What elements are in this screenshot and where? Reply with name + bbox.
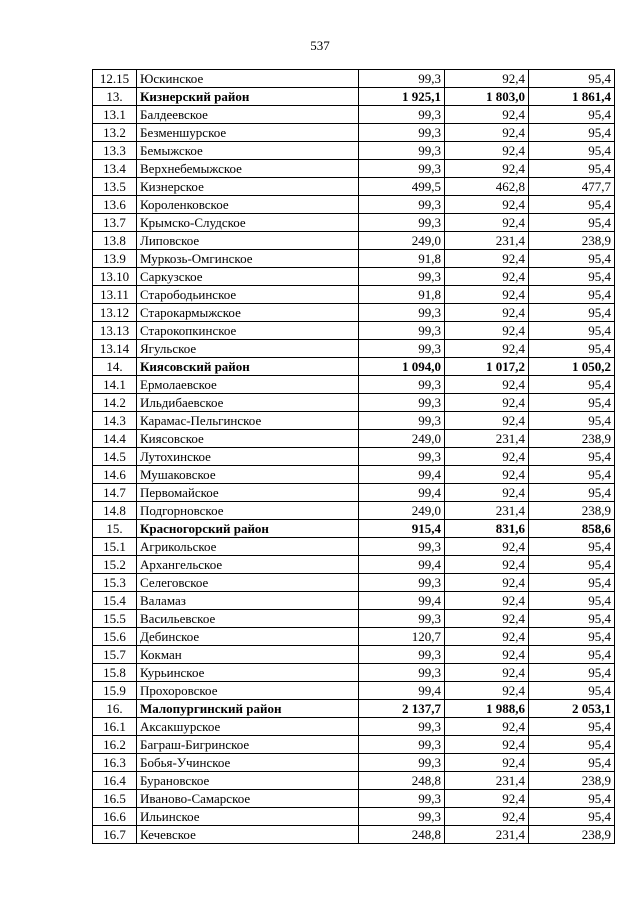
row-value-2: 462,8 (445, 178, 529, 196)
row-number: 12.15 (93, 70, 137, 88)
row-value-1: 249,0 (359, 232, 445, 250)
row-value-1: 99,4 (359, 556, 445, 574)
row-value-3: 95,4 (529, 628, 615, 646)
row-name: Муркозь-Омгинское (137, 250, 359, 268)
row-value-1: 1 094,0 (359, 358, 445, 376)
table-row (93, 808, 615, 826)
table-row (93, 430, 615, 448)
table-row (93, 70, 615, 88)
row-name: Кизнерское (137, 178, 359, 196)
row-name: Красногорский район (137, 520, 359, 538)
row-value-1: 99,4 (359, 592, 445, 610)
row-value-1: 99,4 (359, 682, 445, 700)
row-number: 16.1 (93, 718, 137, 736)
row-value-1: 99,3 (359, 322, 445, 340)
row-value-3: 95,4 (529, 754, 615, 772)
table-row (93, 232, 615, 250)
row-name: Кечевское (137, 826, 359, 844)
row-value-3: 95,4 (529, 466, 615, 484)
row-name: Короленковское (137, 196, 359, 214)
row-number: 15. (93, 520, 137, 538)
row-number: 13.13 (93, 322, 137, 340)
row-value-3: 1 861,4 (529, 88, 615, 106)
table-row (93, 196, 615, 214)
budget-table (92, 69, 615, 844)
row-name: Киясовское (137, 430, 359, 448)
row-value-3: 238,9 (529, 232, 615, 250)
row-value-1: 99,4 (359, 484, 445, 502)
row-value-3: 95,4 (529, 682, 615, 700)
row-number: 13.12 (93, 304, 137, 322)
table-row (93, 214, 615, 232)
row-value-2: 92,4 (445, 538, 529, 556)
district-row (93, 358, 615, 376)
row-value-3: 95,4 (529, 808, 615, 826)
row-number: 15.6 (93, 628, 137, 646)
row-number: 13.9 (93, 250, 137, 268)
row-value-3: 95,4 (529, 394, 615, 412)
row-name: Крымско-Слудское (137, 214, 359, 232)
row-value-1: 99,3 (359, 214, 445, 232)
row-value-3: 238,9 (529, 430, 615, 448)
row-number: 13. (93, 88, 137, 106)
row-value-3: 95,4 (529, 160, 615, 178)
row-value-2: 92,4 (445, 322, 529, 340)
row-value-3: 95,4 (529, 556, 615, 574)
table-row (93, 484, 615, 502)
row-value-2: 92,4 (445, 376, 529, 394)
row-value-2: 92,4 (445, 718, 529, 736)
table-row (93, 538, 615, 556)
row-value-2: 1 803,0 (445, 88, 529, 106)
row-value-1: 1 925,1 (359, 88, 445, 106)
row-value-1: 99,3 (359, 412, 445, 430)
row-number: 14.5 (93, 448, 137, 466)
table-row (93, 718, 615, 736)
row-number: 15.8 (93, 664, 137, 682)
row-name: Кизнерский район (137, 88, 359, 106)
row-value-1: 99,3 (359, 664, 445, 682)
row-value-2: 92,4 (445, 268, 529, 286)
row-number: 13.8 (93, 232, 137, 250)
row-name: Ягульское (137, 340, 359, 358)
row-value-1: 99,3 (359, 304, 445, 322)
row-number: 16.3 (93, 754, 137, 772)
table-row (93, 826, 615, 844)
row-name: Архангельское (137, 556, 359, 574)
row-number: 15.7 (93, 646, 137, 664)
row-value-1: 99,4 (359, 466, 445, 484)
row-value-2: 92,4 (445, 466, 529, 484)
row-value-1: 99,3 (359, 268, 445, 286)
table-row (93, 376, 615, 394)
row-value-1: 915,4 (359, 520, 445, 538)
row-value-2: 1 988,6 (445, 700, 529, 718)
row-value-1: 99,3 (359, 736, 445, 754)
row-name: Кокман (137, 646, 359, 664)
row-value-3: 95,4 (529, 574, 615, 592)
row-value-1: 99,3 (359, 142, 445, 160)
row-number: 14.3 (93, 412, 137, 430)
row-number: 13.10 (93, 268, 137, 286)
row-name: Валамаз (137, 592, 359, 610)
row-value-2: 92,4 (445, 808, 529, 826)
row-number: 14.1 (93, 376, 137, 394)
row-number: 16.7 (93, 826, 137, 844)
row-value-3: 95,4 (529, 340, 615, 358)
row-value-1: 99,3 (359, 790, 445, 808)
row-value-1: 249,0 (359, 430, 445, 448)
row-value-2: 92,4 (445, 304, 529, 322)
row-value-3: 238,9 (529, 772, 615, 790)
row-value-3: 95,4 (529, 250, 615, 268)
district-row (93, 700, 615, 718)
row-value-1: 99,3 (359, 106, 445, 124)
row-name: Саркузское (137, 268, 359, 286)
row-value-3: 95,4 (529, 538, 615, 556)
row-name: Прохоровское (137, 682, 359, 700)
row-number: 16.4 (93, 772, 137, 790)
row-value-3: 95,4 (529, 484, 615, 502)
row-value-2: 92,4 (445, 610, 529, 628)
row-number: 15.1 (93, 538, 137, 556)
table-row (93, 304, 615, 322)
row-number: 14.7 (93, 484, 137, 502)
row-value-2: 92,4 (445, 628, 529, 646)
row-number: 16. (93, 700, 137, 718)
district-row (93, 520, 615, 538)
table-row (93, 556, 615, 574)
district-row (93, 88, 615, 106)
row-number: 13.11 (93, 286, 137, 304)
row-value-3: 95,4 (529, 106, 615, 124)
row-name: Старокопкинское (137, 322, 359, 340)
row-name: Юскинское (137, 70, 359, 88)
row-number: 14.6 (93, 466, 137, 484)
table-body (93, 70, 615, 844)
row-name: Старокармыжское (137, 304, 359, 322)
row-value-3: 95,4 (529, 718, 615, 736)
row-name: Ермолаевское (137, 376, 359, 394)
row-value-2: 92,4 (445, 142, 529, 160)
row-value-1: 99,3 (359, 448, 445, 466)
row-value-1: 99,3 (359, 754, 445, 772)
row-value-3: 95,4 (529, 214, 615, 232)
table-row (93, 142, 615, 160)
row-name: Подгорновское (137, 502, 359, 520)
row-value-2: 92,4 (445, 646, 529, 664)
table-row (93, 124, 615, 142)
row-number: 13.14 (93, 340, 137, 358)
row-name: Баграш-Бигринское (137, 736, 359, 754)
row-value-2: 92,4 (445, 412, 529, 430)
table-row (93, 322, 615, 340)
row-value-3: 858,6 (529, 520, 615, 538)
row-value-1: 99,3 (359, 718, 445, 736)
row-value-2: 92,4 (445, 214, 529, 232)
row-value-2: 92,4 (445, 664, 529, 682)
row-number: 15.3 (93, 574, 137, 592)
row-name: Бурановское (137, 772, 359, 790)
row-value-2: 231,4 (445, 772, 529, 790)
row-number: 13.6 (93, 196, 137, 214)
table-row (93, 628, 615, 646)
row-value-3: 95,4 (529, 448, 615, 466)
table-row (93, 736, 615, 754)
row-value-2: 92,4 (445, 340, 529, 358)
row-value-1: 248,8 (359, 772, 445, 790)
row-name: Безменшурское (137, 124, 359, 142)
row-name: Киясовский район (137, 358, 359, 376)
row-value-2: 92,4 (445, 556, 529, 574)
row-value-1: 99,3 (359, 70, 445, 88)
row-name: Липовское (137, 232, 359, 250)
table-row (93, 394, 615, 412)
row-value-2: 231,4 (445, 430, 529, 448)
row-value-3: 95,4 (529, 376, 615, 394)
row-value-2: 92,4 (445, 484, 529, 502)
row-value-3: 95,4 (529, 304, 615, 322)
table-row (93, 646, 615, 664)
row-value-3: 95,4 (529, 142, 615, 160)
row-value-1: 99,3 (359, 610, 445, 628)
row-value-1: 99,3 (359, 376, 445, 394)
table-row (93, 160, 615, 178)
row-name: Мушаковское (137, 466, 359, 484)
table-row (93, 286, 615, 304)
row-value-2: 92,4 (445, 286, 529, 304)
row-value-2: 92,4 (445, 736, 529, 754)
row-value-3: 95,4 (529, 646, 615, 664)
row-name: Аксакшурское (137, 718, 359, 736)
table-row (93, 466, 615, 484)
row-value-1: 248,8 (359, 826, 445, 844)
row-value-2: 231,4 (445, 826, 529, 844)
row-value-1: 99,3 (359, 808, 445, 826)
row-value-1: 249,0 (359, 502, 445, 520)
row-name: Дебинское (137, 628, 359, 646)
row-value-3: 2 053,1 (529, 700, 615, 718)
table-row (93, 178, 615, 196)
row-value-2: 92,4 (445, 70, 529, 88)
row-value-3: 95,4 (529, 268, 615, 286)
page-number: 537 (310, 38, 330, 53)
row-name: Ильинское (137, 808, 359, 826)
row-name: Агрикольское (137, 538, 359, 556)
row-number: 14.2 (93, 394, 137, 412)
row-value-1: 91,8 (359, 250, 445, 268)
row-value-2: 92,4 (445, 124, 529, 142)
table-row (93, 772, 615, 790)
row-name: Бемыжское (137, 142, 359, 160)
row-value-3: 95,4 (529, 592, 615, 610)
row-number: 16.6 (93, 808, 137, 826)
row-value-2: 92,4 (445, 754, 529, 772)
row-name: Первомайское (137, 484, 359, 502)
table-row (93, 502, 615, 520)
row-number: 13.4 (93, 160, 137, 178)
row-value-2: 92,4 (445, 250, 529, 268)
row-value-2: 92,4 (445, 448, 529, 466)
table-row (93, 412, 615, 430)
row-value-2: 92,4 (445, 394, 529, 412)
row-value-2: 92,4 (445, 196, 529, 214)
row-name: Васильевское (137, 610, 359, 628)
row-number: 14.8 (93, 502, 137, 520)
row-value-1: 91,8 (359, 286, 445, 304)
row-value-1: 99,3 (359, 340, 445, 358)
table-row (93, 250, 615, 268)
row-number: 16.5 (93, 790, 137, 808)
row-value-3: 95,4 (529, 610, 615, 628)
row-value-3: 95,4 (529, 286, 615, 304)
row-name: Лутохинское (137, 448, 359, 466)
row-value-1: 99,3 (359, 646, 445, 664)
table-row (93, 106, 615, 124)
row-name: Селеговское (137, 574, 359, 592)
table-row (93, 268, 615, 286)
row-value-2: 92,4 (445, 106, 529, 124)
row-number: 15.4 (93, 592, 137, 610)
row-value-3: 95,4 (529, 412, 615, 430)
row-value-3: 238,9 (529, 826, 615, 844)
row-name: Старободьинское (137, 286, 359, 304)
row-value-3: 95,4 (529, 196, 615, 214)
row-value-2: 92,4 (445, 790, 529, 808)
row-name: Верхнебемыжское (137, 160, 359, 178)
table-row (93, 448, 615, 466)
row-value-3: 95,4 (529, 790, 615, 808)
row-number: 14. (93, 358, 137, 376)
row-value-1: 99,3 (359, 538, 445, 556)
row-value-2: 92,4 (445, 682, 529, 700)
table-row (93, 340, 615, 358)
row-value-1: 99,3 (359, 124, 445, 142)
row-value-1: 499,5 (359, 178, 445, 196)
row-number: 13.1 (93, 106, 137, 124)
row-name: Карамас-Пельгинское (137, 412, 359, 430)
row-value-2: 92,4 (445, 160, 529, 178)
row-value-3: 95,4 (529, 736, 615, 754)
row-number: 15.2 (93, 556, 137, 574)
row-value-3: 1 050,2 (529, 358, 615, 376)
row-value-1: 99,3 (359, 574, 445, 592)
row-value-2: 231,4 (445, 232, 529, 250)
row-value-2: 231,4 (445, 502, 529, 520)
row-value-3: 95,4 (529, 322, 615, 340)
row-number: 14.4 (93, 430, 137, 448)
row-name: Иваново-Самарское (137, 790, 359, 808)
row-value-3: 95,4 (529, 664, 615, 682)
row-value-1: 99,3 (359, 394, 445, 412)
row-value-2: 92,4 (445, 574, 529, 592)
row-name: Балдеевское (137, 106, 359, 124)
row-value-1: 99,3 (359, 160, 445, 178)
row-name: Ильдибаевское (137, 394, 359, 412)
row-value-3: 95,4 (529, 124, 615, 142)
row-value-1: 120,7 (359, 628, 445, 646)
row-value-3: 95,4 (529, 70, 615, 88)
row-number: 13.3 (93, 142, 137, 160)
row-name: Бобья-Учинское (137, 754, 359, 772)
row-number: 15.9 (93, 682, 137, 700)
row-value-3: 477,7 (529, 178, 615, 196)
row-number: 16.2 (93, 736, 137, 754)
row-number: 13.5 (93, 178, 137, 196)
table-row (93, 682, 615, 700)
row-value-1: 99,3 (359, 196, 445, 214)
row-name: Малопургинский район (137, 700, 359, 718)
row-value-2: 1 017,2 (445, 358, 529, 376)
table-row (93, 574, 615, 592)
row-value-3: 238,9 (529, 502, 615, 520)
row-name: Курьинское (137, 664, 359, 682)
row-value-1: 2 137,7 (359, 700, 445, 718)
row-number: 13.2 (93, 124, 137, 142)
row-number: 13.7 (93, 214, 137, 232)
table-row (93, 754, 615, 772)
table-row (93, 610, 615, 628)
table-row (93, 664, 615, 682)
table-row (93, 790, 615, 808)
row-value-2: 92,4 (445, 592, 529, 610)
row-value-2: 831,6 (445, 520, 529, 538)
row-number: 15.5 (93, 610, 137, 628)
table-row (93, 592, 615, 610)
